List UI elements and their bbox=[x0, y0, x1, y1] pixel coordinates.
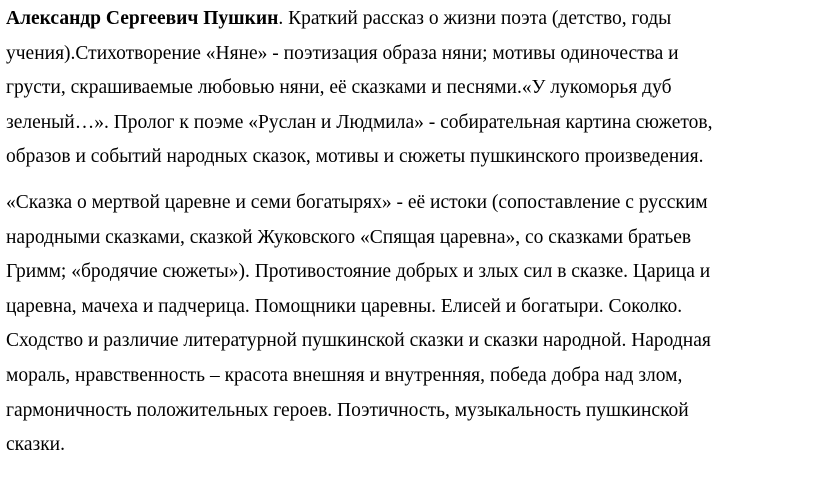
paragraph-pushkin-intro bbox=[6, 0, 812, 175]
text-line: народными сказками, сказкой Жуковского «Спящая царевна», со сказками братьев bbox=[6, 226, 692, 248]
text-line: зеленый…». Пролог к поэме «Руслан и Людмила» - собирательная картина сюжетов, bbox=[6, 111, 713, 133]
text-line: Гримм; «бродячие сюжеты»). Противостояние добрых и злых сил в сказке. Царица и bbox=[6, 261, 711, 283]
text-line-content: . Краткий рассказ о жизни поэта (детство, годы bbox=[278, 8, 672, 29]
text-line bbox=[6, 2, 812, 37]
author-heading: Александр Сергеевич Пушкин bbox=[6, 8, 279, 29]
paragraph-fairy-tale bbox=[6, 186, 812, 463]
text-line: учения).Стихотворение «Няне» - поэтизация образа няни; мотивы одиночества и bbox=[6, 42, 679, 64]
text-line: царевна, мачеха и падчерица. Помощники царевны. Елисей и богатыри. Соколко. bbox=[6, 295, 683, 317]
text-line: Сходство и различие литературной пушкинской сказки и сказки народной. Народная bbox=[6, 330, 711, 352]
text-line: гармоничность положительных героев. Поэтичность, музыкальность пушкинской bbox=[6, 399, 689, 421]
text-line: грусти, скрашиваемые любовью няни, её сказками и песнями.«У лукоморья дуб bbox=[6, 77, 672, 99]
document-page bbox=[6, 0, 812, 463]
text-line: «Сказка о мертвой царевне и семи богатырях» - её истоки (сопоставление с русским bbox=[6, 191, 708, 213]
text-line: образов и событий народных сказок, мотивы и сюжеты пушкинского произведения. bbox=[6, 146, 704, 168]
text-line: мораль, нравственность – красота внешняя и внутренняя, победа добра над злом, bbox=[6, 364, 683, 386]
text-line: сказки. bbox=[6, 434, 65, 456]
